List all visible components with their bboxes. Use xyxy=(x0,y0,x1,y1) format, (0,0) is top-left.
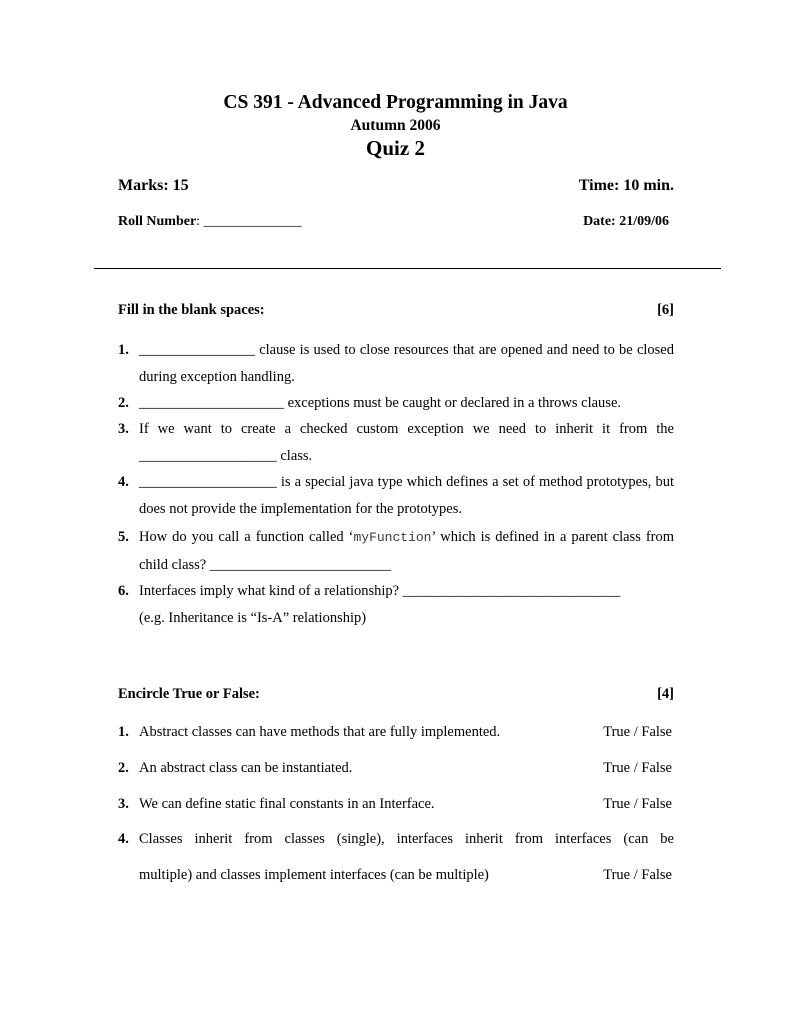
fill-section-marks: [6] xyxy=(657,302,674,318)
tf-question-4 xyxy=(118,821,674,893)
question-text-after: ’ which is defined in a parent class from child class? _________________________ xyxy=(139,529,675,573)
tf-section-marks: [4] xyxy=(657,686,674,702)
question-text: Abstract classes can have methods that are fully implemented. xyxy=(139,724,501,740)
course-title: CS 391 - Advanced Programming in Java xyxy=(223,92,568,113)
time-label: Time: 10 min. xyxy=(578,177,674,194)
question-number: 4. xyxy=(118,474,129,490)
question-text xyxy=(139,524,674,578)
question-number: 3. xyxy=(118,796,129,812)
fill-question-1 xyxy=(118,337,674,390)
question-text: If we want to create a checked custom exception we need to inherit it from the ___________________ class. xyxy=(139,421,674,464)
true-false-answer: True / False xyxy=(603,867,672,883)
question-number: 6. xyxy=(118,583,129,599)
tf-question-1 xyxy=(118,714,674,750)
code-identifier: myFunction xyxy=(353,530,432,545)
question-note: (e.g. Inheritance is “Is-A” relationship) xyxy=(139,609,367,626)
question-text-line-1: Classes inherit from classes (single), interfaces inherit from interfaces (can be xyxy=(139,831,674,847)
header-divider xyxy=(94,268,721,269)
question-text: ____________________ exceptions must be caught or declared in a throws clause. xyxy=(139,395,622,411)
question-text: An abstract class can be instantiated. xyxy=(139,760,353,776)
quiz-title: Quiz 2 xyxy=(366,136,425,160)
question-number: 1. xyxy=(118,342,129,358)
roll-number-label: Roll Number xyxy=(118,214,197,229)
question-text: We can define static final constants in an Interface. xyxy=(139,796,435,812)
tf-section-header xyxy=(118,686,674,703)
question-number: 3. xyxy=(118,421,129,437)
fill-question-4 xyxy=(118,469,674,522)
roll-number-field xyxy=(118,214,302,230)
tf-question-2 xyxy=(118,750,674,786)
question-number: 5. xyxy=(118,529,129,545)
true-false-answer: True / False xyxy=(603,796,672,812)
true-false-answer: True / False xyxy=(603,760,672,776)
question-text-before: How do you call a function called ‘ xyxy=(139,529,354,545)
question-text: ________________ clause is used to close resources that are opened and need to be closed during exception handling. xyxy=(139,342,674,385)
fill-question-2 xyxy=(118,390,674,417)
fill-section-header xyxy=(118,302,674,319)
question-text: ___________________ is a special java type which defines a set of method prototypes, but does not provide the implementation for the prototypes. xyxy=(139,474,674,517)
question-number: 2. xyxy=(118,395,129,411)
fill-question-6 xyxy=(118,578,674,631)
fill-question-3 xyxy=(118,416,674,469)
tf-question-3 xyxy=(118,786,674,822)
question-number: 2. xyxy=(118,760,129,776)
fill-question-5 xyxy=(118,524,674,578)
date-label: Date: 21/09/06 xyxy=(583,214,669,229)
term-label: Autumn 2006 xyxy=(350,117,441,134)
question-number: 4. xyxy=(118,831,129,847)
true-false-answer: True / False xyxy=(603,724,672,740)
roll-number-blank: : ______________ xyxy=(196,214,302,229)
question-number: 1. xyxy=(118,724,129,740)
question-text-line-2: multiple) and classes implement interfaces (can be multiple) xyxy=(139,867,489,883)
marks-label: Marks: 15 xyxy=(118,177,189,194)
question-text: Interfaces imply what kind of a relationship? ______________________________ xyxy=(139,583,621,599)
tf-section-title: Encircle True or False: xyxy=(118,686,260,702)
fill-section-title: Fill in the blank spaces: xyxy=(118,302,265,318)
